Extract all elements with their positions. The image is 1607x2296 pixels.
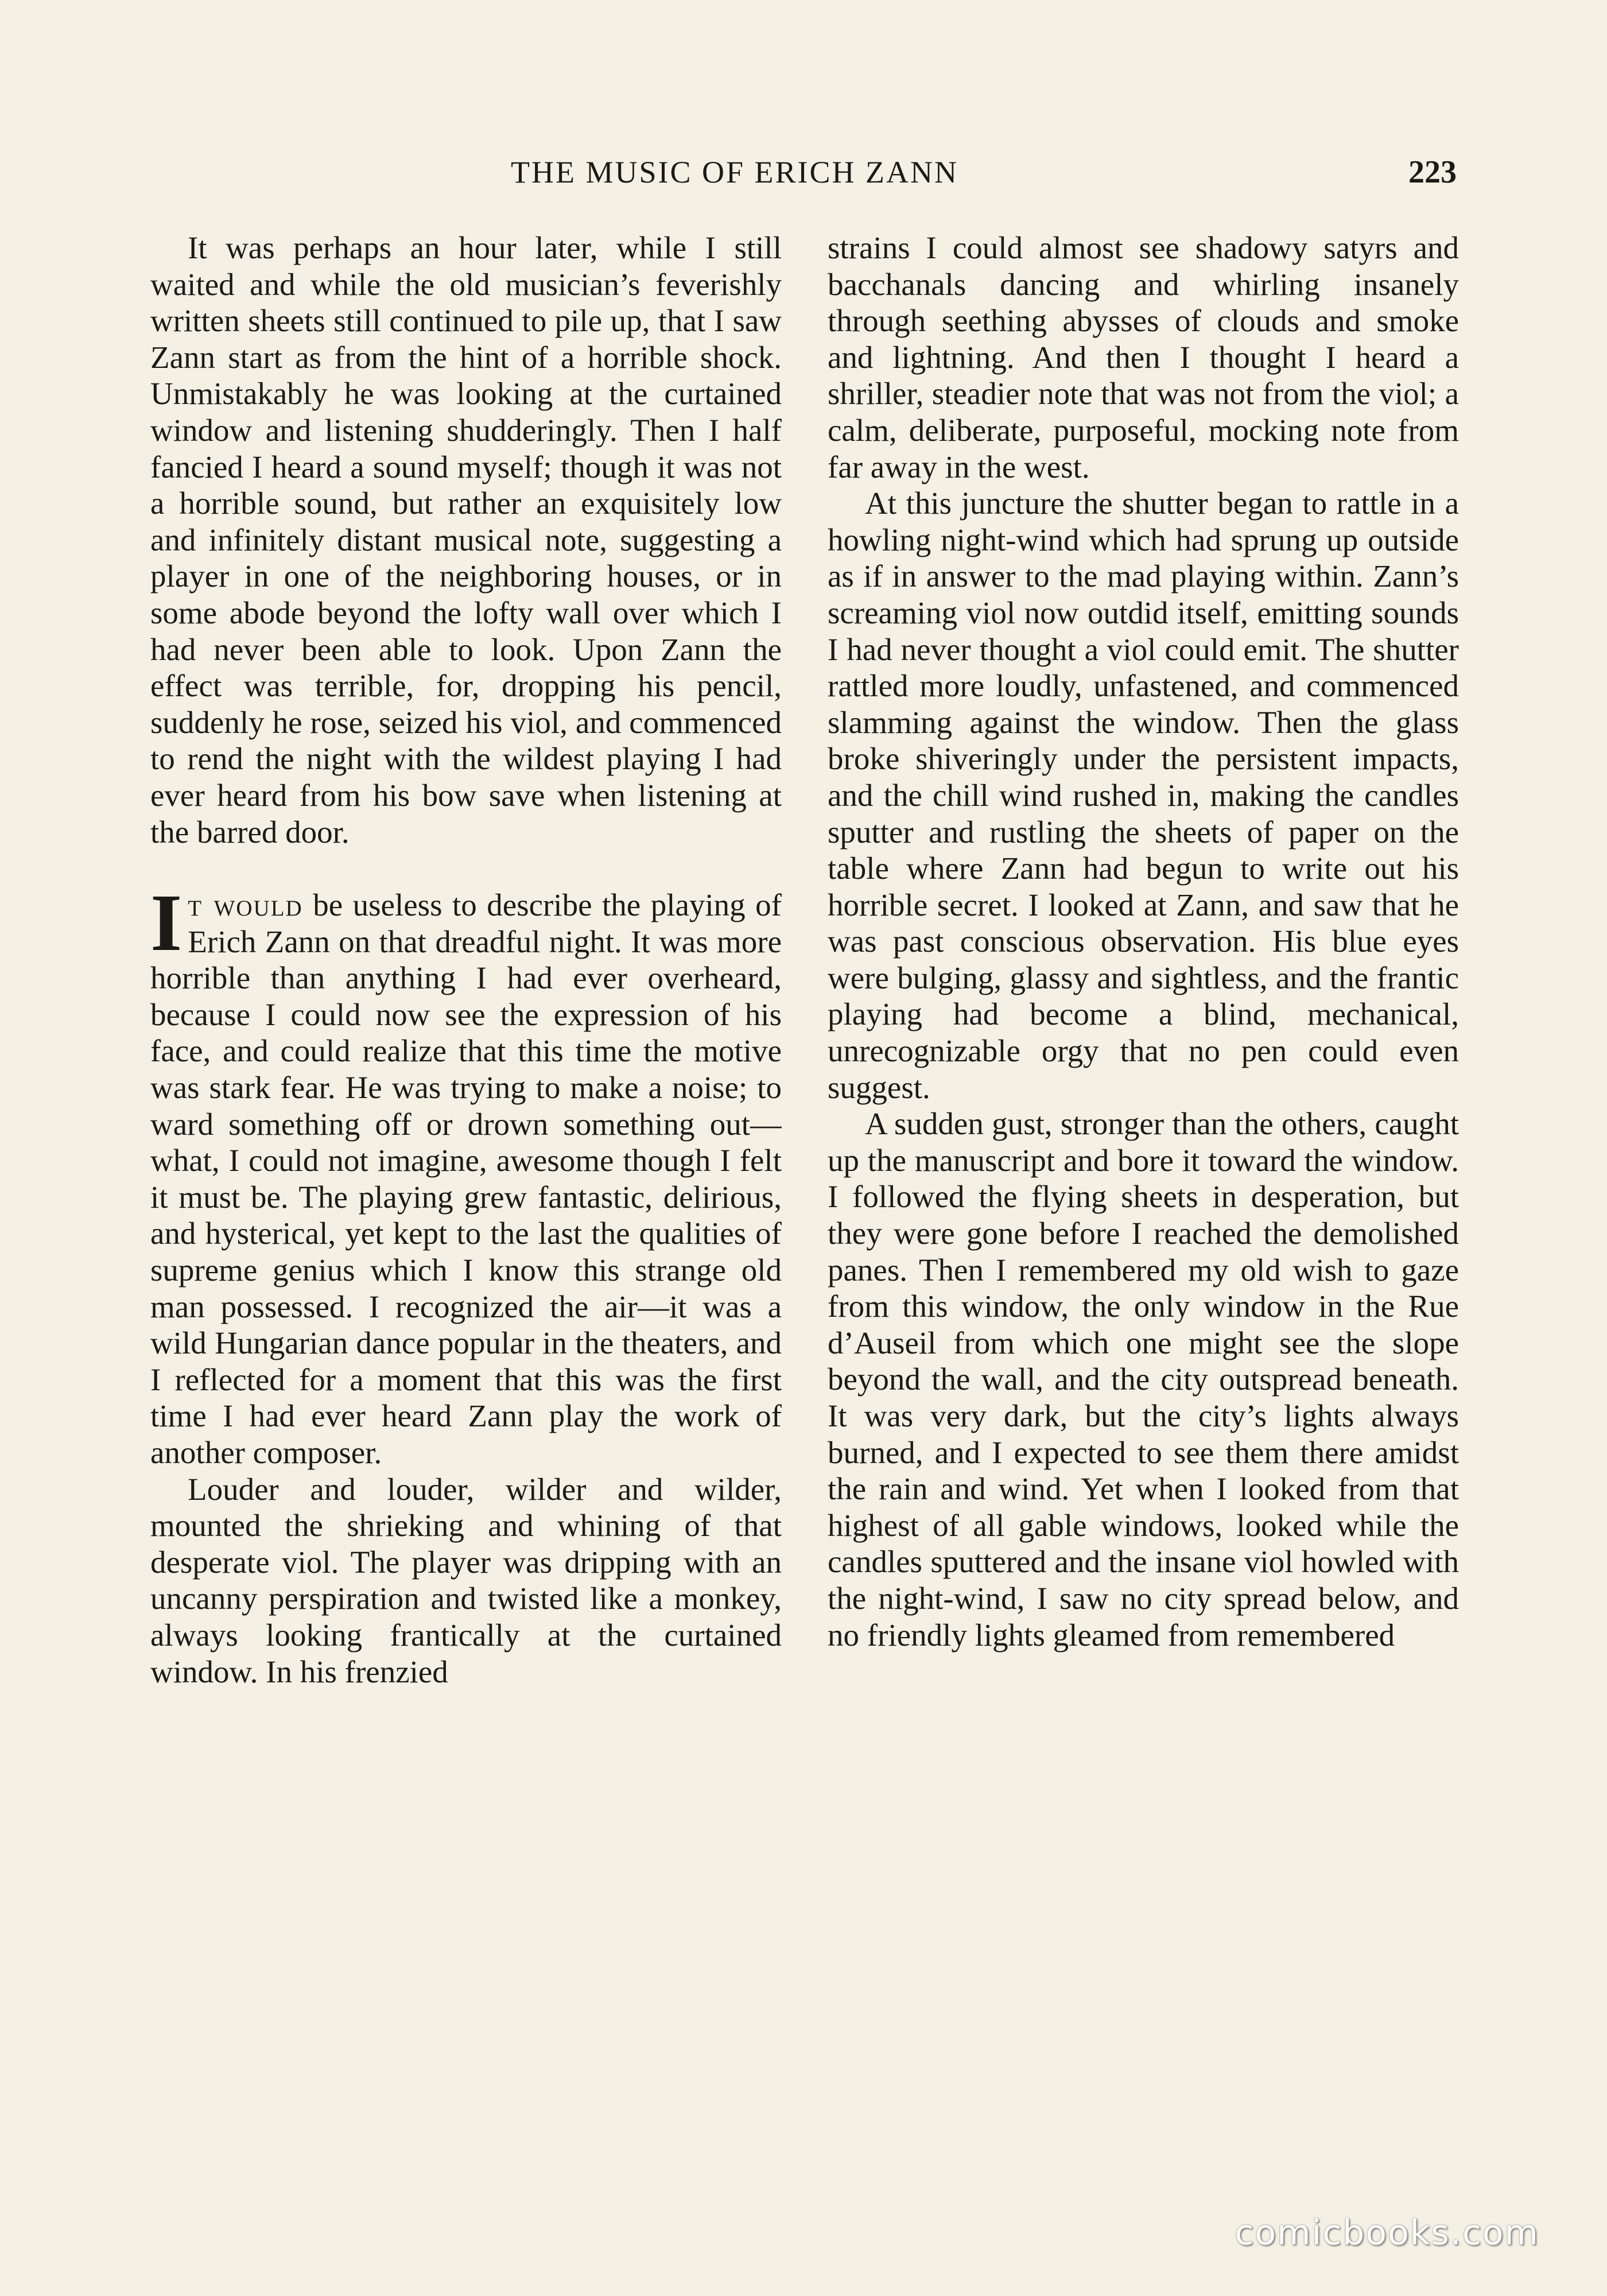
page-number: 223 <box>1408 154 1457 190</box>
page-header <box>0 146 1607 198</box>
paragraph-sudden-gust: A sudden gust, stronger than the others, caught up the manuscript and bore it toward the window. I followed the flying sheets in desperation, but they were gone before I reached the demolished panes. Then I remembered my old wish to gaze from this window, the only window in the Rue d’Auseil from which one might see the slope beyond the wall, and the city outspread beneath. It was very dark, but the city’s lights always burned, and I expected to see them there amidst the rain and wind. Yet when I looked from that highest of all gable windows, looked while the candles sputtered and the insane viol howled with the night-wind, I saw no city spread below, and no friendly lights gleamed from remembered <box>828 1106 1459 1653</box>
small-caps-lead: t would <box>188 887 303 923</box>
paragraph-section-start <box>150 877 782 1471</box>
paragraph-zann-start: It was perhaps an hour later, while I still waited and while the old musician’s feverishly written sheets still continued to pile up, that I saw Zann start as from the hint of a horrible shock. Unmistakably he was looking at the curtained window and listening shudderingly. Then I half fancied I heard a sound myself; though it was not a horrible sound, but rather an exquisitely low and infinitely distant musical note, suggesting a player in one of the neighboring houses, or in some abode beyond the lofty wall over which I had never been able to look. Upon Zann the effect was terrible, for, dropping his pencil, suddenly he rose, seized his viol, and commenced to rend the night with the wildest playing I had ever heard from his bow save when listening at the barred door. <box>150 230 782 850</box>
paragraph-louder: Louder and louder, wilder and wilder, mounted the shrieking and whining of that desperate viol. The player was dripping with an uncanny perspiration and twisted like a monkey, always looking frantically at the curtained window. In his frenzied <box>150 1471 782 1689</box>
site-watermark: comicbooks.com <box>1235 2213 1539 2253</box>
left-column <box>150 230 782 2135</box>
drop-cap: I <box>150 877 183 968</box>
right-column <box>828 230 1459 2135</box>
paragraph-strains: strains I could almost see shadowy satyrs and bacchanals dancing and whirling insanely through seething abysses of clouds and smoke and lightning. And then I thought I heard a shriller, steadier note that was not from the viol; a calm, deliberate, purposeful, mocking note from far away in the west. <box>828 230 1459 484</box>
paragraph-juncture: At this juncture the shutter began to rattle in a howling night-wind which had sprung up outside as if in answer to the mad playing within. Zann’s screaming viol now outdid itself, emitting sounds I had never thought a viol could emit. The shutter rattled more loudly, unfastened, and commenced slamming against the window. Then the glass broke shiveringly under the persistent impacts, and the chill wind rushed in, making the candles sputter and rustling the sheets of paper on the table where Zann had begun to write out his horrible secret. I looked at Zann, and saw that he was past conscious observation. His blue eyes were bulging, glassy and sightless, and the frantic playing had become a blind, mechanical, unrecognizable orgy that no pen could even suggest. <box>828 486 1459 1105</box>
running-title: THE MUSIC OF ERICH ZANN <box>511 155 959 189</box>
paragraph-body: be useless to describe the playing of Erich Zann on that dreadful night. It was more horrible than anything I had ever overheard, because I could now see the expression of his face, and could realize that this time the motive was stark fear. He was trying to make a noise; to ward something off or drown something out—what, I could not imagine, awesome though I felt it must be. The playing grew fantastic, delirious, and hysterical, yet kept to the last the qualities of supreme genius which I know this strange old man possessed. I recognized the air—it was a wild Hungarian dance popular in the theaters, and I reflected for a moment that this was the first time I had ever heard Zann play the work of another composer. <box>150 887 782 1470</box>
